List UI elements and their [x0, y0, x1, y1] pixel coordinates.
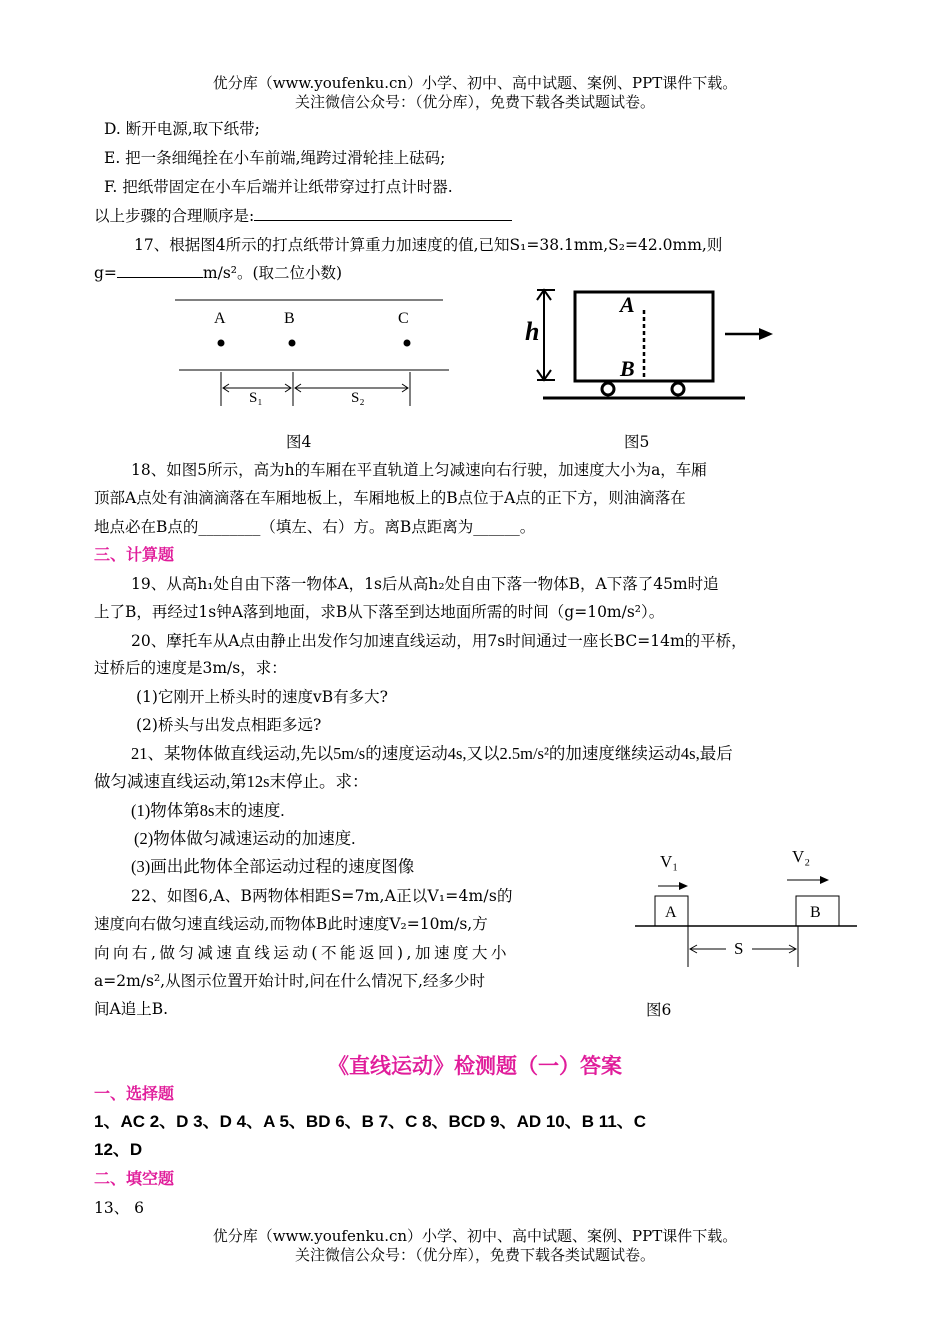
v2-label: V₂: [792, 847, 811, 866]
point-b-dot: [289, 340, 296, 347]
q18-line-1: 18、如图5所示，高为h的车厢在平直轨道上匀减速向右行驶，加速度大小为a，车厢: [131, 461, 707, 479]
figure-5-caption: 图5: [624, 433, 650, 451]
q20-line-2: 过桥后的速度是3m/s，求：: [94, 659, 287, 677]
step-d: D. 断开电源,取下纸带;: [104, 120, 260, 138]
step-e: E. 把一条细绳拴在小车前端,绳跨过滑轮挂上砝码;: [104, 149, 446, 167]
q18-line-3: 地点必在B点的________（填左、右）方。离B点距离为______。: [94, 518, 536, 536]
q20-sub-1: (1)它刚开上桥头时的速度vB有多大?: [136, 688, 388, 706]
h-label: h: [525, 317, 540, 346]
answer-section-fill: 二、填空题: [94, 1169, 175, 1188]
figure-4-tape: [165, 290, 455, 410]
direction-arrow-head: [759, 328, 773, 340]
point-a-label: A: [620, 292, 635, 317]
step-f: F. 把纸带固定在小车后端并让纸带穿过打点计时器.: [104, 178, 453, 196]
q22-line-2: 速度向右做匀速直线运动,而物体B此时速度V₂=10m/s,方: [94, 915, 488, 933]
order-label: 以上步骤的合理顺序是:: [94, 207, 255, 225]
q17-line-2: [94, 262, 342, 284]
q21-sub-2: (2)物体做匀减速运动的加速度.: [134, 829, 356, 848]
figure-5-carriage: [515, 282, 785, 406]
q19-line-1: 19、从高h₁处自由下落一物体A，1s后从高h₂处自由下落一物体B，A下落了45m时追: [131, 575, 719, 593]
point-b-label: B: [284, 310, 295, 327]
point-a-dot: [218, 340, 225, 347]
q22-line-3: 向向右,做匀减速直线运动(不能返回),加速度大小: [94, 944, 510, 962]
q20-line-1: 20、摩托车从A点由静止出发作匀加速直线运动，用7s时间通过一座长BC=14m的平桥，: [131, 632, 747, 650]
q22-line-5: 间A追上B.: [94, 1000, 169, 1018]
q17-unit: m/s²。(取二位小数): [202, 264, 343, 282]
q20-sub-2: (2)桥头与出发点相距多远?: [136, 716, 322, 734]
answer-q13: 13、 6: [94, 1199, 145, 1217]
q17-line-1: 17、根据图4所示的打点纸带计算重力加速度的值,已知S₁=38.1mm,S₂=42.0mm,则: [134, 236, 723, 254]
object-b-label: B: [810, 904, 821, 921]
q21-sub-1: (1)物体第8s末的速度.: [131, 801, 285, 820]
answer-title: 《直线运动》检测题（一）答案: [328, 1054, 622, 1078]
wheel-left: [602, 383, 614, 395]
footer-line-1: 优分库（www.youfenku.cn）小学、初中、高中试题、案例、PPT课件下载。: [212, 1227, 738, 1245]
section-calculation-heading: 三、计算题: [94, 545, 175, 564]
answer-row-1: 1、AC 2、D 3、D 4、A 5、BD 6、B 7、C 8、BCD 9、AD 10、B 11、C: [94, 1112, 647, 1131]
q17-g-label: g=: [94, 264, 117, 282]
point-c-dot: [404, 340, 411, 347]
point-a-label: A: [214, 310, 226, 327]
v1-label: V₁: [660, 852, 679, 871]
q17-answer-blank[interactable]: [117, 263, 203, 278]
point-b-label: B: [620, 356, 635, 381]
q19-line-2: 上了B，再经过1s钟A落到地面，求B从下落至到达地面所需的时间（g=10m/s²）。: [94, 603, 665, 621]
figure-6-caption: 图6: [646, 1001, 672, 1019]
s-label: S: [734, 939, 744, 958]
order-answer-blank[interactable]: [254, 206, 512, 221]
s2-label: S₂: [351, 390, 365, 406]
answer-section-choice: 一、选择题: [94, 1084, 175, 1103]
q18-line-2: 顶部A点处有油滴滴落在车厢地板上，车厢地板上的B点位于A点的正下方，则油滴落在: [94, 489, 686, 507]
wheel-right: [672, 383, 684, 395]
header-line-1: 优分库（www.youfenku.cn）小学、初中、高中试题、案例、PPT课件下载。: [212, 74, 738, 92]
v1-arrow-head: [679, 882, 688, 890]
v2-arrow-head: [820, 876, 829, 884]
q21-line-1: 21、某物体做直线运动,先以5m/s的速度运动4s,又以2.5m/s²的加速度继续运动4s,最后: [131, 744, 733, 763]
order-question: [94, 205, 512, 227]
q22-line-1: 22、如图6,A、B两物体相距S=7m,A正以V₁=4m/s的: [131, 887, 513, 905]
q21-line-2: 做匀减速直线运动,第12s末停止。求：: [94, 772, 369, 791]
header-line-2: 关注微信公众号：（优分库），免费下载各类试题试卷。: [294, 93, 655, 111]
q22-line-4: a=2m/s²,从图示位置开始计时,问在什么情况下,经多少时: [94, 972, 485, 990]
s1-label: S₁: [249, 390, 263, 406]
point-c-label: C: [398, 310, 409, 327]
figure-4-caption: 图4: [286, 433, 312, 451]
q21-sub-3: (3)画出此物体全部运动过程的速度图像: [131, 857, 415, 876]
figure-6-objects: [630, 845, 862, 970]
answer-row-2: 12、D: [94, 1140, 143, 1159]
footer-line-2: 关注微信公众号：（优分库），免费下载各类试题试卷。: [294, 1246, 655, 1264]
object-a-label: A: [665, 904, 677, 921]
